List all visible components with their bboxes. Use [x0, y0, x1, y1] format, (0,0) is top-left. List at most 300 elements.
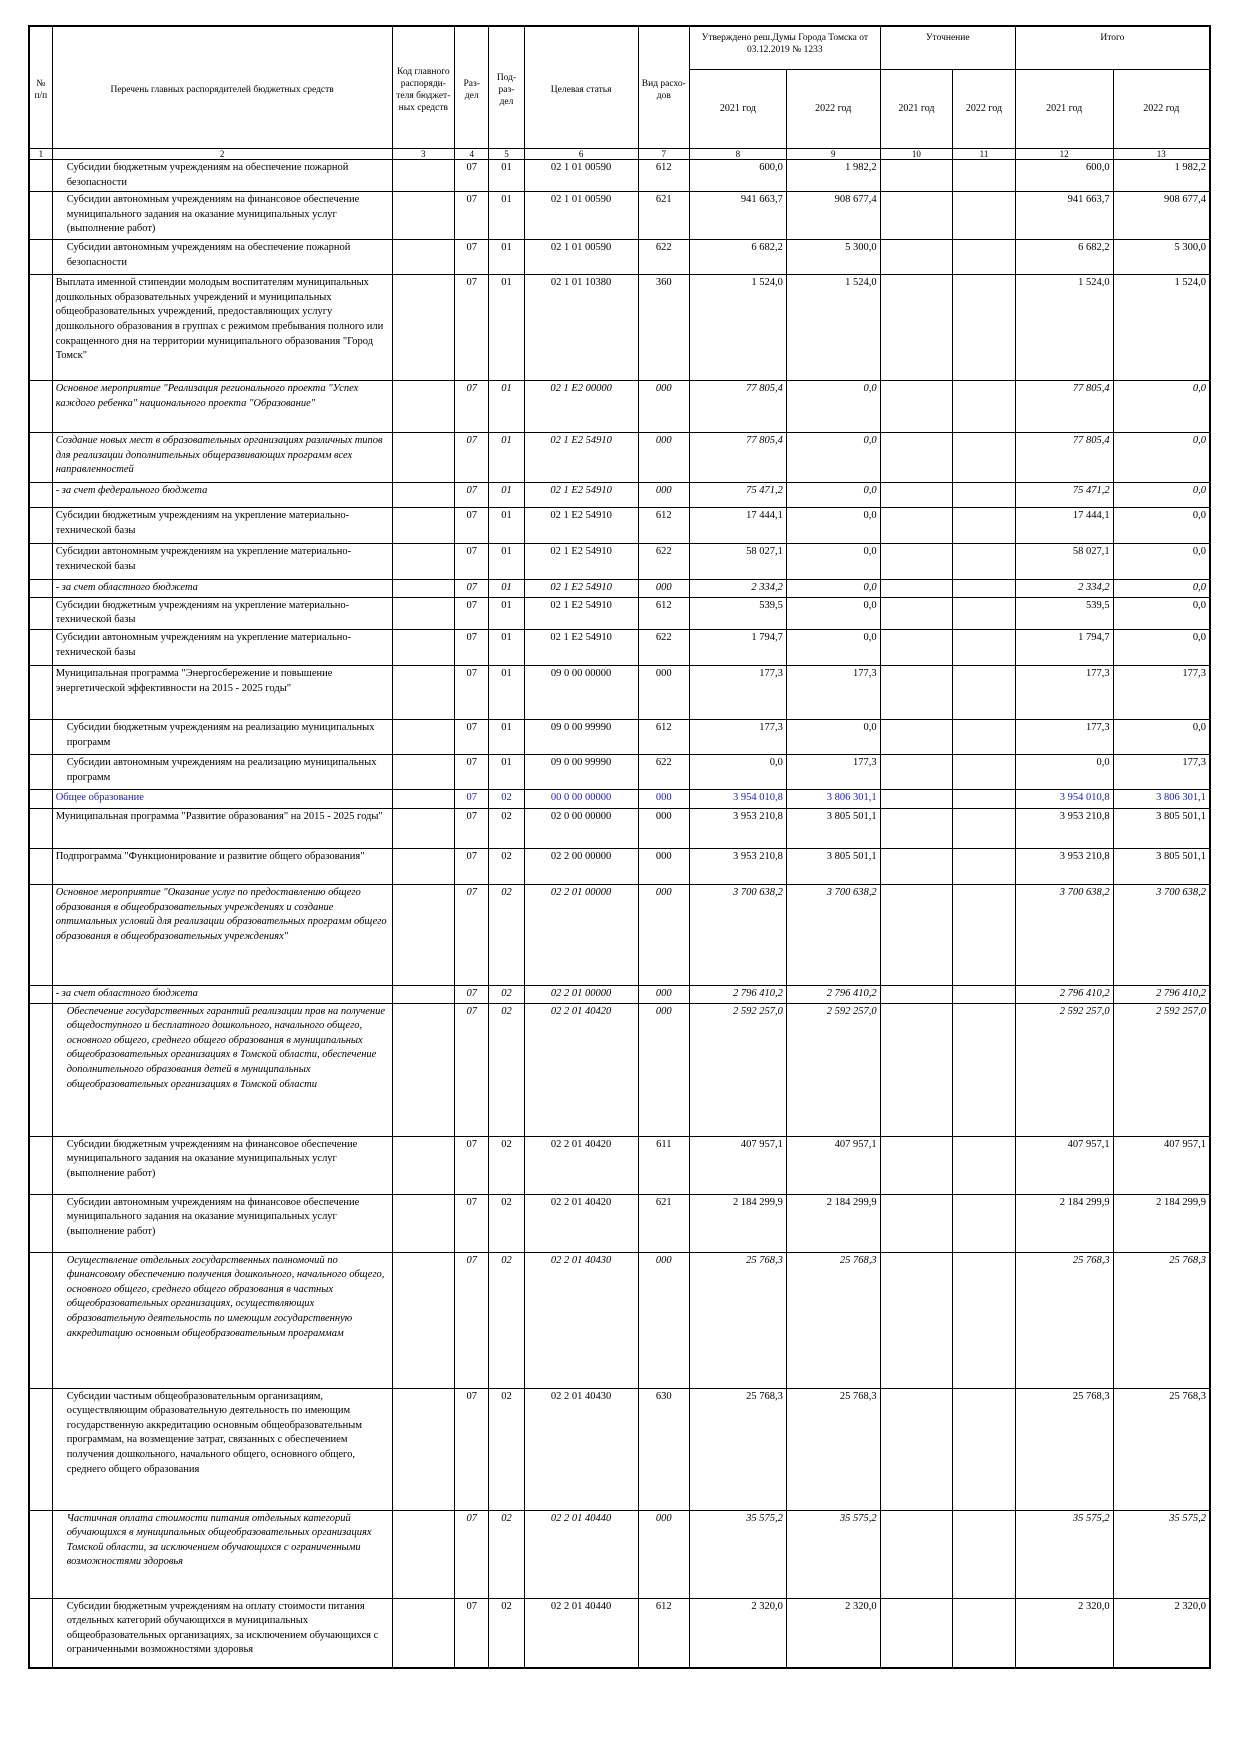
- row-clarify-2021-cell: [880, 240, 953, 275]
- row-approved-2021-cell: 35 575,2: [690, 1510, 787, 1598]
- table-row: [29, 544, 1210, 580]
- row-approved-2021-cell: 2 320,0: [690, 1598, 787, 1668]
- row-target-cell: 02 1 E2 54910: [524, 580, 638, 598]
- row-approved-2021-cell: 3 700 638,2: [690, 884, 787, 985]
- row-approved-2021-cell: 2 592 257,0: [690, 1003, 787, 1136]
- row-approved-2021-cell: 2 334,2: [690, 580, 787, 598]
- row-approved-2021-cell: 77 805,4: [690, 381, 787, 433]
- row-vid-cell: 612: [638, 719, 689, 754]
- row-total-2021-cell: 3 953 210,8: [1015, 848, 1113, 884]
- row-clarify-2022-cell: [953, 789, 1016, 808]
- row-vid-cell: 622: [638, 240, 689, 275]
- row-razdel-cell: 07: [455, 275, 489, 381]
- row-total-2021-cell: 25 768,3: [1015, 1388, 1113, 1510]
- row-vid-cell: 000: [638, 789, 689, 808]
- row-code-cell: [392, 381, 455, 433]
- row-total-2022-cell: 0,0: [1113, 629, 1210, 665]
- row-total-2022-cell: 3 700 638,2: [1113, 884, 1210, 985]
- row-vid-cell: 000: [638, 580, 689, 598]
- row-total-2021-cell: 539,5: [1015, 597, 1113, 629]
- row-approved-2022-cell: 3 806 301,1: [786, 789, 880, 808]
- row-podrazdel-cell: 01: [489, 544, 524, 580]
- row-number-cell: [29, 381, 52, 433]
- row-code-cell: [392, 789, 455, 808]
- table-row: [29, 1136, 1210, 1194]
- row-code-cell: [392, 754, 455, 789]
- row-total-2021-cell: 1 524,0: [1015, 275, 1113, 381]
- row-approved-2021-cell: 1 794,7: [690, 629, 787, 665]
- index-cell: 13: [1113, 149, 1210, 160]
- row-total-2021-cell: 2 334,2: [1015, 580, 1113, 598]
- table-row: [29, 597, 1210, 629]
- table-row: [29, 754, 1210, 789]
- row-total-2022-cell: 0,0: [1113, 580, 1210, 598]
- row-total-2021-cell: 3 953 210,8: [1015, 808, 1113, 848]
- row-code-cell: [392, 597, 455, 629]
- row-code-cell: [392, 433, 455, 483]
- row-clarify-2021-cell: [880, 1136, 953, 1194]
- row-podrazdel-cell: 01: [489, 483, 524, 508]
- row-podrazdel-cell: 02: [489, 1388, 524, 1510]
- table-row: [29, 629, 1210, 665]
- row-target-cell: 02 2 00 00000: [524, 848, 638, 884]
- row-vid-cell: 000: [638, 433, 689, 483]
- row-razdel-cell: 07: [455, 1510, 489, 1598]
- row-podrazdel-cell: 01: [489, 629, 524, 665]
- table-row: [29, 1194, 1210, 1252]
- row-clarify-2021-cell: [880, 275, 953, 381]
- row-name-cell: Субсидии бюджетным учреждениям на финансовое обеспечение муниципального задания на оказание муниципальных услуг (выполнение работ): [52, 1136, 392, 1194]
- row-total-2022-cell: 25 768,3: [1113, 1252, 1210, 1388]
- row-name-cell: Создание новых мест в образовательных организациях различных типов для реализации дополнительных общеразвивающих программ всех направленностей: [52, 433, 392, 483]
- row-approved-2021-cell: 0,0: [690, 754, 787, 789]
- row-podrazdel-cell: 02: [489, 848, 524, 884]
- row-code-cell: [392, 192, 455, 240]
- row-total-2022-cell: 0,0: [1113, 544, 1210, 580]
- table-row: [29, 1252, 1210, 1388]
- row-code-cell: [392, 848, 455, 884]
- row-clarify-2022-cell: [953, 1598, 1016, 1668]
- table-row: [29, 275, 1210, 381]
- row-podrazdel-cell: 02: [489, 1003, 524, 1136]
- index-cell: 1: [29, 149, 52, 160]
- row-target-cell: 02 0 00 00000: [524, 808, 638, 848]
- row-clarify-2022-cell: [953, 381, 1016, 433]
- row-total-2021-cell: 3 700 638,2: [1015, 884, 1113, 985]
- row-approved-2022-cell: 0,0: [786, 433, 880, 483]
- row-target-cell: 02 1 E2 54910: [524, 433, 638, 483]
- row-clarify-2022-cell: [953, 433, 1016, 483]
- row-vid-cell: 612: [638, 508, 689, 544]
- row-vid-cell: 622: [638, 544, 689, 580]
- row-clarify-2021-cell: [880, 433, 953, 483]
- row-total-2021-cell: 17 444,1: [1015, 508, 1113, 544]
- table-row: [29, 483, 1210, 508]
- table-row: [29, 808, 1210, 848]
- row-approved-2022-cell: 2 592 257,0: [786, 1003, 880, 1136]
- row-name-cell: Общее образование: [52, 789, 392, 808]
- budget-table: [28, 25, 1211, 1669]
- row-approved-2021-cell: 177,3: [690, 719, 787, 754]
- row-code-cell: [392, 1252, 455, 1388]
- row-total-2022-cell: 407 957,1: [1113, 1136, 1210, 1194]
- header-clarify-2022: 2022 год: [953, 70, 1016, 149]
- row-number-cell: [29, 848, 52, 884]
- row-number-cell: [29, 275, 52, 381]
- row-razdel-cell: 07: [455, 808, 489, 848]
- row-approved-2022-cell: 2 796 410,2: [786, 985, 880, 1003]
- row-clarify-2021-cell: [880, 483, 953, 508]
- row-name-cell: Муниципальная программа "Развитие образования" на 2015 - 2025 годы": [52, 808, 392, 848]
- row-total-2022-cell: 35 575,2: [1113, 1510, 1210, 1598]
- table-row: [29, 1510, 1210, 1598]
- row-name-cell: Выплата именной стипендии молодым воспитателям муниципальных дошкольных образовательных учреждений и муниципальных общеобразовательных учреждений, предоставляющих услугу дошкольного образования в группах с режимом пребывания полного или сокращенного дня на территории муниципального образования "Город Томск": [52, 275, 392, 381]
- row-number-cell: [29, 1136, 52, 1194]
- row-name-cell: Субсидии бюджетным учреждениям на укрепление материально-технической базы: [52, 597, 392, 629]
- index-cell: 3: [392, 149, 455, 160]
- row-razdel-cell: 07: [455, 629, 489, 665]
- row-target-cell: 02 1 01 00590: [524, 192, 638, 240]
- row-total-2021-cell: 35 575,2: [1015, 1510, 1113, 1598]
- row-approved-2022-cell: 5 300,0: [786, 240, 880, 275]
- row-approved-2022-cell: 0,0: [786, 381, 880, 433]
- row-podrazdel-cell: 01: [489, 381, 524, 433]
- row-target-cell: 02 2 01 40420: [524, 1003, 638, 1136]
- row-clarify-2022-cell: [953, 483, 1016, 508]
- header-index-row: [29, 149, 1210, 160]
- row-razdel-cell: 07: [455, 381, 489, 433]
- row-clarify-2022-cell: [953, 240, 1016, 275]
- index-cell: 12: [1015, 149, 1113, 160]
- row-name-cell: Частичная оплата стоимости питания отдельных категорий обучающихся в муниципальных общеобразовательных организациях Томской области, за исключением обучающихся с ограниченными возможностями здоровья: [52, 1510, 392, 1598]
- row-total-2022-cell: 0,0: [1113, 433, 1210, 483]
- row-razdel-cell: 07: [455, 433, 489, 483]
- row-vid-cell: 000: [638, 1003, 689, 1136]
- row-podrazdel-cell: 01: [489, 433, 524, 483]
- row-podrazdel-cell: 01: [489, 240, 524, 275]
- row-number-cell: [29, 719, 52, 754]
- row-name-cell: Основное мероприятие "Оказание услуг по предоставлению общего образования в общеобразовательных учреждениях и создание оптимальных условий для реализации образовательных программ общего образования в общеобразовательных учреждениях": [52, 884, 392, 985]
- row-approved-2022-cell: 2 184 299,9: [786, 1194, 880, 1252]
- row-podrazdel-cell: 02: [489, 884, 524, 985]
- row-total-2021-cell: 407 957,1: [1015, 1136, 1113, 1194]
- row-total-2022-cell: 177,3: [1113, 665, 1210, 719]
- header-razdel: Раз-дел: [455, 26, 489, 149]
- row-name-cell: Муниципальная программа "Энергосбережение и повышение энергетической эффективности на 2015 - 2025 годы": [52, 665, 392, 719]
- row-approved-2021-cell: 17 444,1: [690, 508, 787, 544]
- row-target-cell: 02 1 E2 54910: [524, 483, 638, 508]
- table-row: [29, 1598, 1210, 1668]
- row-total-2021-cell: 0,0: [1015, 754, 1113, 789]
- row-name-cell: Субсидии бюджетным учреждениям на укрепление материально-технической базы: [52, 508, 392, 544]
- row-target-cell: 02 1 E2 54910: [524, 597, 638, 629]
- row-approved-2022-cell: 0,0: [786, 580, 880, 598]
- header-name: Перечень главных распорядителей бюджетных средств: [52, 26, 392, 149]
- header-clarify: Уточнение: [880, 26, 1015, 70]
- row-approved-2021-cell: 25 768,3: [690, 1388, 787, 1510]
- row-clarify-2021-cell: [880, 1388, 953, 1510]
- row-target-cell: 02 1 E2 54910: [524, 629, 638, 665]
- header-vid: Вид расхо-дов: [638, 26, 689, 149]
- row-clarify-2021-cell: [880, 1003, 953, 1136]
- row-vid-cell: 621: [638, 192, 689, 240]
- row-podrazdel-cell: 01: [489, 754, 524, 789]
- row-total-2022-cell: 0,0: [1113, 597, 1210, 629]
- row-vid-cell: 000: [638, 1252, 689, 1388]
- row-clarify-2021-cell: [880, 629, 953, 665]
- row-name-cell: - за счет областного бюджета: [52, 580, 392, 598]
- row-number-cell: [29, 665, 52, 719]
- row-approved-2021-cell: 177,3: [690, 665, 787, 719]
- row-code-cell: [392, 580, 455, 598]
- row-clarify-2021-cell: [880, 1252, 953, 1388]
- row-razdel-cell: 07: [455, 544, 489, 580]
- row-clarify-2022-cell: [953, 192, 1016, 240]
- row-razdel-cell: 07: [455, 1252, 489, 1388]
- row-approved-2021-cell: 407 957,1: [690, 1136, 787, 1194]
- header-total: Итого: [1015, 26, 1210, 70]
- row-vid-cell: 000: [638, 665, 689, 719]
- index-cell: 2: [52, 149, 392, 160]
- row-number-cell: [29, 433, 52, 483]
- row-total-2021-cell: 77 805,4: [1015, 433, 1113, 483]
- row-clarify-2022-cell: [953, 1388, 1016, 1510]
- row-name-cell: Субсидии частным общеобразовательным организациям, осуществляющим образовательную деятельность по имеющим государственную аккредитацию основным общеобразовательным программам, на возмещение затрат, связанных с обеспечением получения дошкольного, начального общего, основного общего, среднего общего образования: [52, 1388, 392, 1510]
- header-podrazdel: Под-раз-дел: [489, 26, 524, 149]
- row-target-cell: 02 2 01 40440: [524, 1598, 638, 1668]
- row-razdel-cell: 07: [455, 1598, 489, 1668]
- row-approved-2022-cell: 3 805 501,1: [786, 808, 880, 848]
- row-clarify-2021-cell: [880, 985, 953, 1003]
- row-target-cell: 02 2 01 40430: [524, 1388, 638, 1510]
- row-approved-2021-cell: 3 953 210,8: [690, 808, 787, 848]
- row-total-2021-cell: 2 320,0: [1015, 1598, 1113, 1668]
- row-clarify-2021-cell: [880, 381, 953, 433]
- row-razdel-cell: 07: [455, 1388, 489, 1510]
- table-row: [29, 789, 1210, 808]
- row-code-cell: [392, 1136, 455, 1194]
- row-total-2021-cell: 75 471,2: [1015, 483, 1113, 508]
- row-target-cell: 02 2 01 00000: [524, 985, 638, 1003]
- row-vid-cell: 622: [638, 754, 689, 789]
- row-approved-2022-cell: 0,0: [786, 597, 880, 629]
- row-target-cell: 02 2 01 40430: [524, 1252, 638, 1388]
- row-podrazdel-cell: 02: [489, 1598, 524, 1668]
- row-total-2022-cell: 3 806 301,1: [1113, 789, 1210, 808]
- row-number-cell: [29, 808, 52, 848]
- row-name-cell: Субсидии автономным учреждениям на реализацию муниципальных программ: [52, 754, 392, 789]
- table-row: [29, 381, 1210, 433]
- row-approved-2021-cell: 600,0: [690, 160, 787, 192]
- row-number-cell: [29, 483, 52, 508]
- row-vid-cell: 612: [638, 160, 689, 192]
- header-code: Код главного распоряди-теля бюджет-ных средств: [392, 26, 455, 149]
- row-target-cell: 00 0 00 00000: [524, 789, 638, 808]
- row-approved-2022-cell: 3 805 501,1: [786, 848, 880, 884]
- table-row: [29, 985, 1210, 1003]
- row-vid-cell: 612: [638, 1598, 689, 1668]
- index-cell: 9: [786, 149, 880, 160]
- row-total-2021-cell: 2 184 299,9: [1015, 1194, 1113, 1252]
- row-razdel-cell: 07: [455, 789, 489, 808]
- row-podrazdel-cell: 01: [489, 597, 524, 629]
- row-target-cell: 02 1 E2 54910: [524, 544, 638, 580]
- header-clarify-2021: 2021 год: [880, 70, 953, 149]
- row-podrazdel-cell: 02: [489, 985, 524, 1003]
- row-target-cell: 02 1 01 10380: [524, 275, 638, 381]
- row-target-cell: 02 1 01 00590: [524, 240, 638, 275]
- table-row: [29, 580, 1210, 598]
- row-approved-2022-cell: 177,3: [786, 754, 880, 789]
- row-vid-cell: 000: [638, 483, 689, 508]
- row-name-cell: Субсидии автономным учреждениям на финансовое обеспечение муниципального задания на оказание муниципальных услуг (выполнение работ): [52, 192, 392, 240]
- table-row: [29, 1003, 1210, 1136]
- row-razdel-cell: 07: [455, 719, 489, 754]
- row-total-2022-cell: 3 805 501,1: [1113, 848, 1210, 884]
- row-target-cell: 02 2 01 40420: [524, 1136, 638, 1194]
- row-total-2021-cell: 1 794,7: [1015, 629, 1113, 665]
- row-razdel-cell: 07: [455, 580, 489, 598]
- row-approved-2021-cell: 2 796 410,2: [690, 985, 787, 1003]
- table-row: [29, 192, 1210, 240]
- row-total-2022-cell: 25 768,3: [1113, 1388, 1210, 1510]
- row-clarify-2021-cell: [880, 1510, 953, 1598]
- row-name-cell: Основное мероприятие "Реализация регионального проекта "Успех каждого ребенка" национального проекта "Образование": [52, 381, 392, 433]
- row-clarify-2022-cell: [953, 275, 1016, 381]
- table-row: [29, 1388, 1210, 1510]
- row-approved-2022-cell: 908 677,4: [786, 192, 880, 240]
- row-code-cell: [392, 1388, 455, 1510]
- row-clarify-2021-cell: [880, 544, 953, 580]
- row-total-2022-cell: 5 300,0: [1113, 240, 1210, 275]
- row-podrazdel-cell: 02: [489, 1510, 524, 1598]
- row-total-2021-cell: 2 592 257,0: [1015, 1003, 1113, 1136]
- row-approved-2022-cell: 177,3: [786, 665, 880, 719]
- index-cell: 5: [489, 149, 524, 160]
- row-total-2022-cell: 2 592 257,0: [1113, 1003, 1210, 1136]
- row-number-cell: [29, 544, 52, 580]
- row-number-cell: [29, 985, 52, 1003]
- header-approved-2022: 2022 год: [786, 70, 880, 149]
- row-clarify-2022-cell: [953, 754, 1016, 789]
- table-row: [29, 160, 1210, 192]
- header-no: № п/п: [29, 26, 52, 149]
- row-name-cell: - за счет областного бюджета: [52, 985, 392, 1003]
- row-number-cell: [29, 1510, 52, 1598]
- index-cell: 7: [638, 149, 689, 160]
- row-target-cell: 02 1 E2 54910: [524, 508, 638, 544]
- row-razdel-cell: 07: [455, 665, 489, 719]
- row-clarify-2021-cell: [880, 884, 953, 985]
- row-code-cell: [392, 884, 455, 985]
- index-cell: 6: [524, 149, 638, 160]
- row-approved-2022-cell: 25 768,3: [786, 1388, 880, 1510]
- row-approved-2022-cell: 0,0: [786, 508, 880, 544]
- row-clarify-2022-cell: [953, 665, 1016, 719]
- row-approved-2022-cell: 35 575,2: [786, 1510, 880, 1598]
- row-podrazdel-cell: 01: [489, 665, 524, 719]
- table-row: [29, 433, 1210, 483]
- row-name-cell: Субсидии автономным учреждениям на обеспечение пожарной безопасности: [52, 240, 392, 275]
- row-total-2022-cell: 0,0: [1113, 719, 1210, 754]
- row-total-2021-cell: 177,3: [1015, 719, 1113, 754]
- row-code-cell: [392, 1194, 455, 1252]
- row-approved-2022-cell: 25 768,3: [786, 1252, 880, 1388]
- table-body: [29, 160, 1210, 1669]
- row-podrazdel-cell: 01: [489, 719, 524, 754]
- row-number-cell: [29, 1598, 52, 1668]
- row-code-cell: [392, 1510, 455, 1598]
- row-total-2022-cell: 2 796 410,2: [1113, 985, 1210, 1003]
- row-total-2022-cell: 0,0: [1113, 483, 1210, 508]
- row-podrazdel-cell: 02: [489, 808, 524, 848]
- row-code-cell: [392, 808, 455, 848]
- table-header: [29, 26, 1210, 160]
- row-approved-2022-cell: 1 524,0: [786, 275, 880, 381]
- row-number-cell: [29, 1252, 52, 1388]
- row-number-cell: [29, 192, 52, 240]
- row-number-cell: [29, 789, 52, 808]
- row-vid-cell: 000: [638, 1510, 689, 1598]
- row-total-2022-cell: 2 320,0: [1113, 1598, 1210, 1668]
- row-total-2022-cell: 1 524,0: [1113, 275, 1210, 381]
- row-clarify-2021-cell: [880, 665, 953, 719]
- row-razdel-cell: 07: [455, 240, 489, 275]
- row-total-2021-cell: 58 027,1: [1015, 544, 1113, 580]
- row-clarify-2021-cell: [880, 508, 953, 544]
- row-number-cell: [29, 597, 52, 629]
- row-vid-cell: 611: [638, 1136, 689, 1194]
- row-target-cell: 09 0 00 99990: [524, 719, 638, 754]
- row-total-2021-cell: 25 768,3: [1015, 1252, 1113, 1388]
- row-number-cell: [29, 884, 52, 985]
- row-approved-2021-cell: 941 663,7: [690, 192, 787, 240]
- row-clarify-2022-cell: [953, 629, 1016, 665]
- row-clarify-2022-cell: [953, 544, 1016, 580]
- row-target-cell: 09 0 00 99990: [524, 754, 638, 789]
- row-approved-2022-cell: 0,0: [786, 544, 880, 580]
- row-total-2022-cell: 0,0: [1113, 381, 1210, 433]
- row-total-2021-cell: 6 682,2: [1015, 240, 1113, 275]
- row-podrazdel-cell: 02: [489, 789, 524, 808]
- header-approved-2021: 2021 год: [690, 70, 787, 149]
- row-code-cell: [392, 544, 455, 580]
- row-razdel-cell: 07: [455, 483, 489, 508]
- row-clarify-2021-cell: [880, 580, 953, 598]
- row-target-cell: 02 2 01 40440: [524, 1510, 638, 1598]
- row-number-cell: [29, 1003, 52, 1136]
- header-total-2021: 2021 год: [1015, 70, 1113, 149]
- row-name-cell: Субсидии бюджетным учреждениям на реализацию муниципальных программ: [52, 719, 392, 754]
- row-clarify-2021-cell: [880, 1598, 953, 1668]
- row-approved-2021-cell: 3 954 010,8: [690, 789, 787, 808]
- row-razdel-cell: 07: [455, 508, 489, 544]
- header-total-2022: 2022 год: [1113, 70, 1210, 149]
- row-clarify-2021-cell: [880, 754, 953, 789]
- row-podrazdel-cell: 01: [489, 160, 524, 192]
- row-clarify-2022-cell: [953, 719, 1016, 754]
- row-number-cell: [29, 160, 52, 192]
- table-row: [29, 665, 1210, 719]
- row-razdel-cell: 07: [455, 160, 489, 192]
- table-row: [29, 240, 1210, 275]
- row-podrazdel-cell: 01: [489, 192, 524, 240]
- row-clarify-2021-cell: [880, 160, 953, 192]
- row-name-cell: Субсидии автономным учреждениям на укрепление материально-технической базы: [52, 544, 392, 580]
- row-total-2022-cell: 1 982,2: [1113, 160, 1210, 192]
- row-total-2021-cell: 2 796 410,2: [1015, 985, 1113, 1003]
- row-clarify-2022-cell: [953, 508, 1016, 544]
